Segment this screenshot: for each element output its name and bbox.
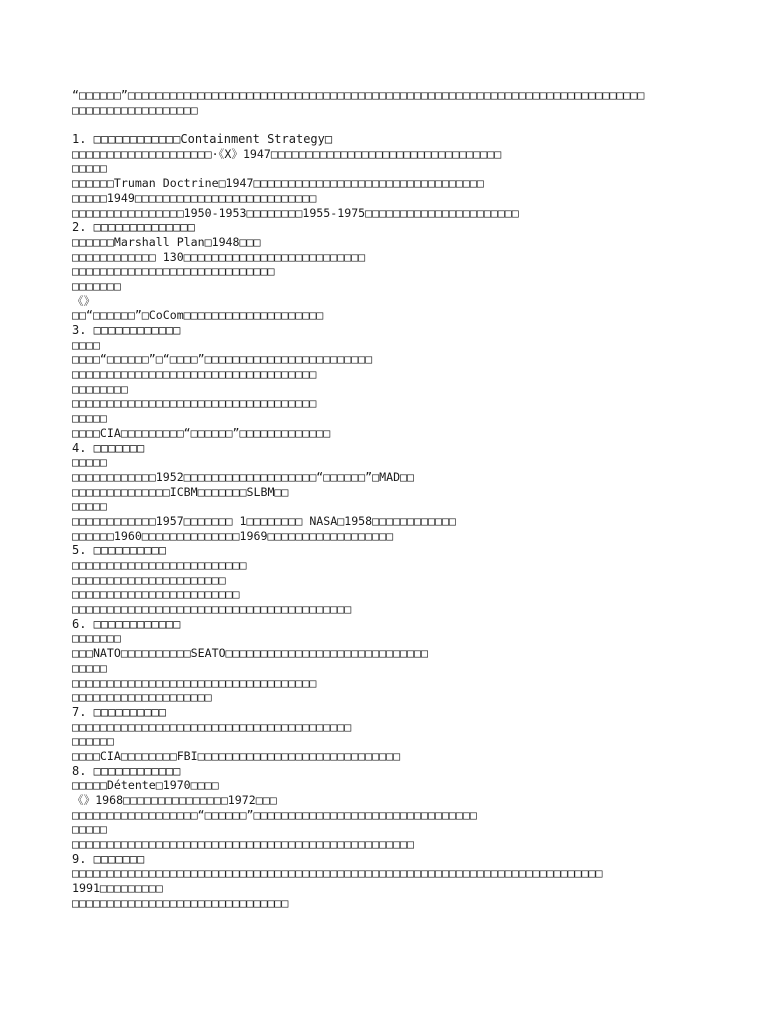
text-line: □□□□□□□□□□□□□□□□□□□□□□□□: [72, 587, 240, 602]
text-line: □□□□□□□□□□□□□□□□□□“□□□□□□”□□□□□□□□□□□□□□□□□□□□□□□□□□□□□□□□: [72, 807, 477, 822]
text-line: □□□□□□□□□□□□□□□□□□□□□□□□□□□□□□□□□□□: [72, 396, 317, 411]
section-heading: 9. □□□□□□□: [72, 851, 145, 866]
text-line: □□□□□□□□□□□□□□□□□□□□□□□□□□□□□□□□□□□□□□□□: [72, 602, 352, 617]
text-line: □□□□“□□□□□□”□“□□□□”□□□□□□□□□□□□□□□□□□□□□□□□: [72, 352, 373, 367]
text-line: □□□□□□□□□□□□□□□□□□□□·《X》1947□□□□□□□□□□□□□□□□□□□□□□□□□□□□□□□□□: [72, 146, 502, 161]
section-heading: 5. □□□□□□□□□□: [72, 543, 166, 558]
text-line: □□□□□□□□□□□□□□□□□□: [72, 102, 198, 117]
section-heading: 6. □□□□□□□□□□□□: [72, 616, 181, 631]
text-line: □□□□□□□□□□□□1957□□□□□□□ 1□□□□□□□□ NASA□1958□□□□□□□□□□□□: [72, 513, 456, 528]
text-line: □□□□□□□□□□□□□□□□□□□□□□□□□□□□□□□□□□□□□□□□: [72, 719, 352, 734]
section-heading: 4. □□□□□□□: [72, 440, 145, 455]
section-heading: 8. □□□□□□□□□□□□: [72, 763, 181, 778]
text-line: □□□□□: [72, 499, 107, 514]
text-line: □□□□CIA□□□□□□□□□“□□□□□□”□□□□□□□□□□□□□: [72, 425, 331, 440]
document-body: [72, 88, 722, 911]
text-line: □□□□□□□□□□□□□□□□□□□□: [72, 690, 212, 705]
text-line: □□□NATO□□□□□□□□□□SEATO□□□□□□□□□□□□□□□□□□□□□□□□□□□□□: [72, 646, 428, 661]
text-line: □□□□□□□: [72, 278, 121, 293]
text-line: □□□□□□□□□□□□□□□□□□□□□□□□□□□□□□□□□□□□□□□□□□□□□□□□□: [72, 837, 415, 852]
text-line: □□“□□□□□□”□CoCom□□□□□□□□□□□□□□□□□□□□: [72, 308, 324, 323]
text-line: □□□□□□□□□□□□□□□□□□□□□□□□□□□□□□□□□□□□□□□□□□□□□□□□□□□□□□□□□□□□□□□□□□□□□□□□□□□□: [72, 866, 603, 881]
text-line: □□□□□□Marshall Plan□1948□□□: [72, 234, 261, 249]
text-line: □□□□□□: [72, 734, 114, 749]
text-line: □□□□□□□: [72, 631, 121, 646]
text-line: □□□□□1949□□□□□□□□□□□□□□□□□□□□□□□□□□: [72, 190, 317, 205]
section-heading: 3. □□□□□□□□□□□□: [72, 323, 181, 337]
text-line: □□□□□: [72, 660, 107, 675]
text-line: □□□□□: [72, 161, 107, 176]
text-line: □□□□□□□□□□□□□□□□□□□□□□□□□□□□□□□: [72, 895, 289, 910]
text-line: □□□□: [72, 337, 100, 352]
text-line: □□□□□□□□□□□□□□□□□□□□□□: [72, 572, 226, 587]
section-heading: 1. □□□□□□□□□□□□Containment Strategy□: [72, 132, 333, 147]
text-line: □□□□CIA□□□□□□□□FBI□□□□□□□□□□□□□□□□□□□□□□□□□□□□□: [72, 748, 401, 763]
text-line: □□□□□: [72, 455, 107, 470]
text-line: “□□□□□□”□□□□□□□□□□□□□□□□□□□□□□□□□□□□□□□□□□□□□□□□□□□□□□□□□□□□□□□□□□□□□□□□□□□□□□□□□□: [72, 88, 645, 102]
text-line: □□□□□□□□□□□□□□□□1950-1953□□□□□□□□1955-1975□□□□□□□□□□□□□□□□□□□□□□: [72, 205, 519, 220]
section-heading: 7. □□□□□□□□□□: [72, 704, 166, 719]
blank-line: [72, 117, 722, 132]
text-line: □□□□□□□□□□□□□□□□□□□□□□□□□: [72, 558, 247, 572]
text-line: □□□□□□□□□□□□1952□□□□□□□□□□□□□□□□□□□“□□□□□□”□MAD□□: [72, 469, 415, 484]
text-line: □□□□□□□□□□□□ 130□□□□□□□□□□□□□□□□□□□□□□□□□□: [72, 249, 366, 264]
text-line: □□□□□□□□□□□□□□□□□□□□□□□□□□□□□□□□□□□: [72, 367, 317, 382]
text-line: 1991□□□□□□□□□: [72, 881, 163, 896]
text-line: 《》: [72, 293, 96, 308]
text-line: □□□□□: [72, 411, 107, 426]
text-line: □□□□□□□□□□□□□□□□□□□□□□□□□□□□□: [72, 264, 275, 279]
section-heading: 2. □□□□□□□□□□□□□□: [72, 220, 195, 235]
text-line: □□□□□□Truman Doctrine□1947□□□□□□□□□□□□□□□□□□□□□□□□□□□□□□□□□: [72, 176, 484, 191]
text-line: □□□□□: [72, 822, 107, 837]
text-line: □□□□□□1960□□□□□□□□□□□□□□1969□□□□□□□□□□□□□□□□□□: [72, 528, 394, 543]
text-line: □□□□□□□□□□□□□□□□□□□□□□□□□□□□□□□□□□□: [72, 675, 317, 690]
text-line: □□□□□□□□□□□□□□ICBM□□□□□□□SLBM□□: [72, 484, 289, 499]
text-line: 《》1968□□□□□□□□□□□□□□□1972□□□: [72, 793, 277, 807]
text-line: □□□□□□□□: [72, 381, 128, 396]
text-line: □□□□□Détente□1970□□□□: [72, 778, 219, 793]
